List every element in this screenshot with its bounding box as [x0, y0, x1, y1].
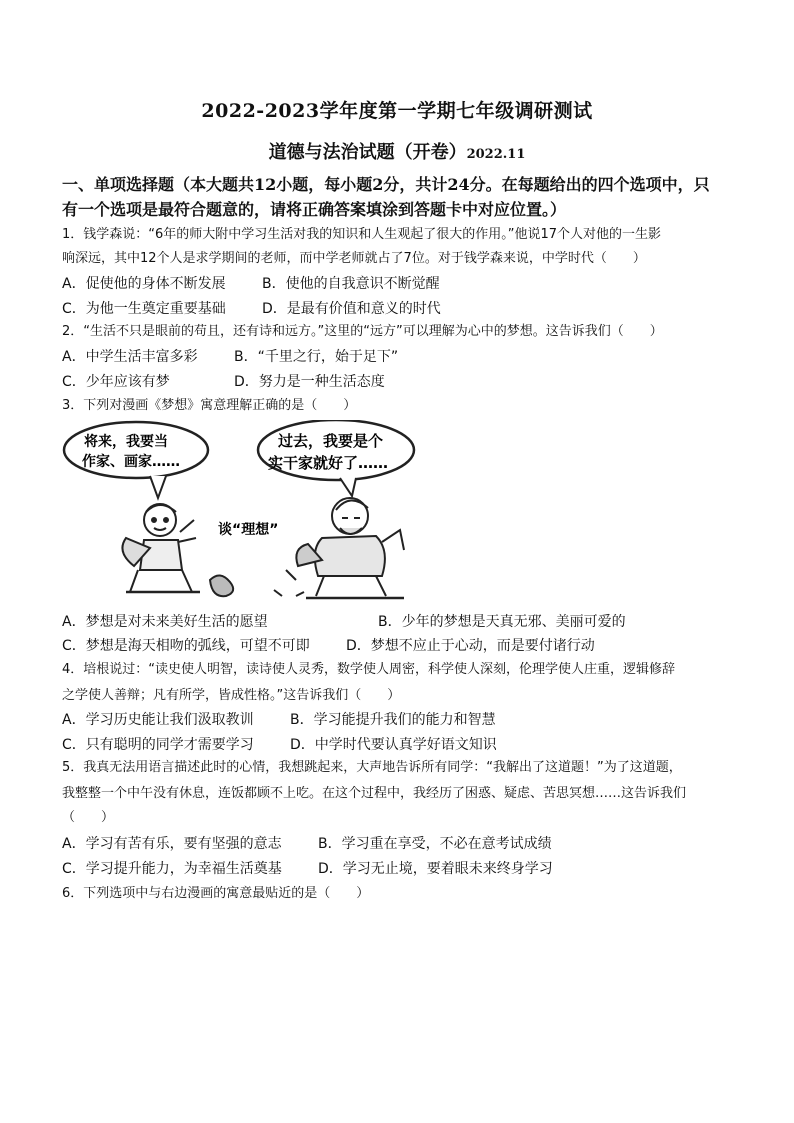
- q1-stem-line-1: 1．钱学森说：“6年的师大附中学习生活对我的知识和人生观起了很大的作用。”他说17个人对他的一生影: [62, 227, 662, 242]
- dream-comic-drawing: [60, 420, 416, 610]
- q1-option-c: C．为他一生奠定重要基础: [62, 301, 226, 317]
- q4-stem-line-1: 4．培根说过：“读史使人明智，读诗使人灵秀，数学使人周密，科学使人深刻，伦理学使人庄重，逻辑修辞: [62, 662, 676, 677]
- q1-option-d: D．是最有价值和意义的时代: [262, 301, 441, 317]
- q2-option-a: A．中学生活丰富多彩: [62, 349, 198, 365]
- q2-option-d: D．努力是一种生活态度: [234, 374, 385, 390]
- q4-option-d: D．中学时代要认真学好语文知识: [290, 737, 497, 753]
- q3-option-b: B．少年的梦想是天真无邪、美丽可爱的: [378, 614, 626, 630]
- section-heading-line-2: 有一个选项是最符合题意的，请将正确答案填涂到答题卡中对应位置。）: [62, 200, 567, 219]
- comic-bubble-right-line-1: 过去，我要是个: [278, 432, 384, 450]
- comic-boy-figure: [122, 504, 233, 596]
- q3-option-d: D．梦想不应止于心动，而是要付诸行动: [346, 638, 595, 654]
- comic-bubble-left-line-1: 将来，我要当: [84, 434, 168, 450]
- q4-option-a: A．学习历史能让我们汲取教训: [62, 712, 254, 728]
- comic-bubble-left-line-2: 作家、画家……: [82, 454, 180, 470]
- q5-stem-line-2: 我整整一个中午没有休息，连饭都顾不上吃。在这个过程中，我经历了困惑、疑虑、苦思冥想……这告诉我们: [62, 786, 687, 801]
- q2-option-c: C．少年应该有梦: [62, 374, 170, 390]
- subject-title: 道德与法治试题（开卷）: [268, 142, 467, 163]
- q3-stem-line-1: 3．下列对漫画《梦想》寓意理解正确的是（ ）: [62, 398, 357, 413]
- comic-bubble-right-line-2: 实干家就好了……: [268, 454, 389, 472]
- q1-option-b: B．使他的自我意识不断觉醒: [262, 276, 440, 292]
- q4-option-b: B．学习能提升我们的能力和智慧: [290, 712, 496, 728]
- exam-subtitle: [0, 138, 794, 164]
- q1-option-a: A．促使他的身体不断发展: [62, 276, 226, 292]
- dream-comic: [60, 420, 416, 610]
- section-heading: [62, 172, 742, 222]
- q2-stem-line-1: 2．“生活不只是眼前的苟且，还有诗和远方。”这里的“远方”可以理解为心中的梦想。这告诉我们（ ）: [62, 324, 663, 339]
- q5-stem-line-1: 5．我真无法用语言描述此时的心情，我想跳起来，大声地告诉所有同学：“我解出了这道题！”为了这道题，: [62, 760, 682, 775]
- section-heading-line-1: 一、单项选择题（本大题共12小题，每小题2分，共计24分。在每题给出的四个选项中，只: [62, 175, 710, 194]
- comic-caption: 谈“理想”: [218, 522, 279, 538]
- q1-stem-line-2: 响深远，其中12个人是求学期间的老师，而中学老师就占了7位。对于钱学森来说，中学时代（ ）: [62, 251, 646, 266]
- q5-option-c: C．学习提升能力，为幸福生活奠基: [62, 861, 282, 877]
- q6-stem-line-1: 6．下列选项中与右边漫画的寓意最贴近的是（ ）: [62, 886, 370, 901]
- q5-option-a: A．学习有苦有乐，要有坚强的意志: [62, 836, 282, 852]
- exam-title: 2022-2023学年度第一学期七年级调研测试: [201, 100, 593, 122]
- q4-option-c: C．只有聪明的同学才需要学习: [62, 737, 254, 753]
- q4-stem-line-2: 之学使人善辩；凡有所学，皆成性格。”这告诉我们（ ）: [62, 688, 401, 703]
- exam-date: 2022.11: [466, 147, 526, 162]
- q3-option-c: C．梦想是海天相吻的弧线，可望不可即: [62, 638, 310, 654]
- comic-old-man-figure: [274, 498, 404, 598]
- q5-option-b: B．学习重在享受，不必在意考试成绩: [318, 836, 552, 852]
- q2-option-b: B．“千里之行，始于足下”: [234, 349, 399, 365]
- q5-option-d: D．学习无止境，要着眼未来终身学习: [318, 861, 553, 877]
- q3-option-a: A．梦想是对未来美好生活的愿望: [62, 614, 268, 630]
- q5-stem-line-3: （ ）: [62, 810, 115, 825]
